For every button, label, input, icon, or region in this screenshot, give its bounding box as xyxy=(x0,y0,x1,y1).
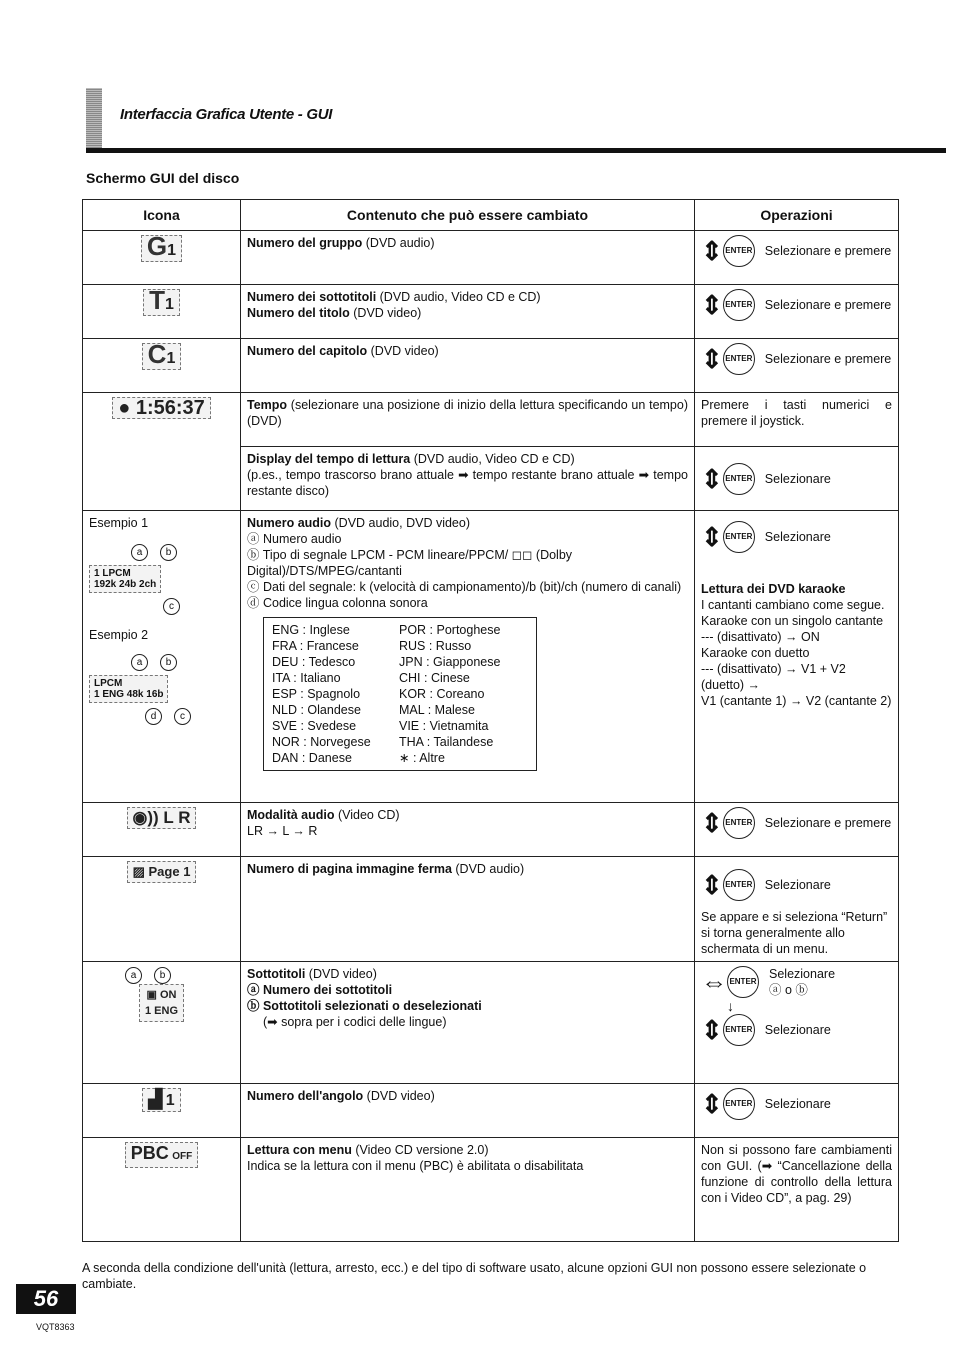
subtitle-ops: ⇔ ENTER Selezionare ⓐ o ⓑ ↓ ⇕ ENTER Selezionare xyxy=(695,962,899,1084)
angle-ops: ⇕ ENTER Selezionare xyxy=(695,1084,899,1138)
joystick-icon: ⇕ ENTER xyxy=(701,807,755,839)
time-icon-cell xyxy=(83,393,241,511)
chapter-ops: ⇕ ENTER Selezionare e premere xyxy=(695,339,899,393)
footnote: A seconda della condizione dell'unità (lettura, arresto, ecc.) e del tipo di software usato, alcune opzioni GUI non possono essere selezionate o cambiate. xyxy=(82,1261,867,1291)
down-arrow-icon: ↓ xyxy=(727,998,734,1014)
page-content: Numero di pagina immagine ferma (DVD audio) xyxy=(241,857,695,962)
joystick-icon: ⇕ ENTER xyxy=(701,521,755,553)
time-content: Tempo (selezionare una posizione di inizio della lettura specificando un tempo) (DVD) xyxy=(241,393,695,447)
language-codes-table: ENG : Inglese POR : Portoghese FRA : Francese RUS : Russo DEU : Tedesco JPN : Giapponese ITA : Italiano CHI : Cinese ESP : Spagnolo KOR : Coreano NLD : Olandese MAL : Malese SVE : Svedese VIE : Vietnamita NOR : Norvegese THA : Tailandese DAN : Danese ∗ : Altre xyxy=(263,617,537,771)
joystick-icon: ⇕ ENTER xyxy=(701,869,755,901)
chapter-content: Numero del capitolo (DVD video) xyxy=(241,339,695,393)
pbc-content: Lettura con menu (Video CD versione 2.0) Indica se la lettura con il menu (PBC) è abilitata o disabilitata xyxy=(241,1138,695,1242)
joystick-icon: ⇕ ENTER xyxy=(701,1088,755,1120)
col-operations: Operazioni xyxy=(695,200,899,231)
pbc-icon-cell xyxy=(83,1138,241,1242)
page-icon: ▨ Page 1 xyxy=(127,861,197,883)
header-rule xyxy=(86,148,946,153)
pbc-ops: Non si possono fare cambiamenti con GUI. (➡ “Cancellazione della funzione di controllo della lettura con i Video CD”, a pag. 29) xyxy=(695,1138,899,1242)
table-row xyxy=(83,1138,899,1242)
joystick-icon: ⇕ ENTER xyxy=(701,343,755,375)
table-row xyxy=(83,393,899,447)
subtitle-icon: ▣ ON 1 ENG xyxy=(139,984,184,1022)
time-display-content: Display del tempo di lettura (DVD audio, Video CD e CD) (p.es., tempo trascorso brano attuale ➡ tempo restante brano attuale ➡ tempo restante disco) xyxy=(241,447,695,511)
chapter-icon: C1 xyxy=(142,343,182,370)
title-icon: T1 xyxy=(143,289,180,316)
col-content: Contenuto che può essere cambiato xyxy=(241,200,695,231)
pbc-icon: PBC OFF xyxy=(125,1142,199,1168)
angle-icon-cell xyxy=(83,1084,241,1138)
table-row xyxy=(83,511,899,803)
title-ops: ⇕ ENTER Selezionare e premere xyxy=(695,285,899,339)
group-ops: ⇕ ENTER Selezionare e premere xyxy=(695,231,899,285)
joystick-icon: ⇕ ENTER xyxy=(701,463,755,495)
title-icon-cell xyxy=(83,285,241,339)
angle-content: Numero dell'angolo (DVD video) xyxy=(241,1084,695,1138)
group-content: Numero del gruppo (DVD audio) xyxy=(241,231,695,285)
audio-ops: ⇕ ENTER Selezionare Lettura dei DVD karaoke I cantanti cambiano come segue. Karaoke con un singolo cantante --- (disattivato) → ON Karaoke con duetto --- (disattivato) → V1 + V2 (duetto) → V1 (cantante 1) → V2 (cantante 2) xyxy=(695,511,899,803)
table-row xyxy=(83,285,899,339)
joystick-icon: ⇕ ENTER xyxy=(701,289,755,321)
document-code: VQT8363 xyxy=(36,1322,75,1332)
section-title: Schermo GUI del disco xyxy=(86,170,240,186)
chapter-icon-cell xyxy=(83,339,241,393)
audio-content: Numero audio (DVD audio, DVD video) ⓐ Numero audio ⓑ Tipo di segnale LPCM - PCM lineare/PPCM/ ◻◻ (Dolby Digital)/DTS/MPEG/cantanti ⓒ Dati del segnale: k (velocità di campionamento)/b (bit)/ch (numero di canali) ⓓ Codice lingua colonna sonora ENG : Inglese POR : Portoghese FRA : Francese RUS : Russo DEU : Tedesco JPN : Giapponese ITA : Italiano CHI : Cinese ESP : Spagnolo KOR : Coreano NLD : Olandese MAL : Malese SVE : Svedese VIE : Vietnamita NOR : Norvegese THA : Tailandese DAN : Danese ∗ : Altre xyxy=(241,511,695,803)
table-row xyxy=(83,231,899,285)
page-header-title: Interfaccia Grafica Utente - GUI xyxy=(120,106,333,123)
col-icon: Icona xyxy=(83,200,241,231)
audio-example1-icon: 1 LPCM 192k 24b 2ch xyxy=(89,565,161,593)
time-display-ops: ⇕ ENTER Selezionare xyxy=(695,447,899,511)
group-icon: G1 xyxy=(141,235,182,262)
time-icon: ● 1:56:37 xyxy=(112,397,211,419)
audio-icon-cell: Esempio 1 a b 1 LPCM 192k 24b 2ch c Esempio 2 a b LPCM 1 ENG 48k 16b d c xyxy=(83,511,241,803)
angle-icon: ▟ 1 xyxy=(142,1088,180,1112)
table-row xyxy=(83,803,899,857)
subtitle-icon-cell: a b ▣ ON 1 ENG xyxy=(83,962,241,1084)
joystick-icon: ⇕ ENTER xyxy=(701,1014,755,1046)
table-row xyxy=(83,1084,899,1138)
table-row xyxy=(83,857,899,962)
audio-mode-icon-cell xyxy=(83,803,241,857)
joystick-left-right-icon: ⇔ ENTER xyxy=(701,966,759,998)
audio-mode-icon: ◉)) L R xyxy=(127,807,197,829)
table-header-row xyxy=(83,200,899,231)
table-row xyxy=(83,962,899,1084)
audio-example2-icon: LPCM 1 ENG 48k 16b xyxy=(89,675,168,703)
group-icon-cell xyxy=(83,231,241,285)
audio-mode-ops: ⇕ ENTER Selezionare e premere xyxy=(695,803,899,857)
page-number: 56 xyxy=(16,1284,76,1314)
subtitle-content: Sottotitoli (DVD video) ⓐ Numero dei sottotitoli ⓑ Sottotitoli selezionati o deselezionati (➡ sopra per i codici delle lingue) xyxy=(241,962,695,1084)
header-bar xyxy=(86,88,102,150)
gui-table xyxy=(82,199,899,1242)
page-icon-cell xyxy=(83,857,241,962)
joystick-icon: ⇕ ENTER xyxy=(701,235,755,267)
table-row xyxy=(83,339,899,393)
title-content: Numero dei sottotitoli (DVD audio, Video CD e CD) Numero del titolo (DVD video) xyxy=(241,285,695,339)
page-ops: ⇕ ENTER Selezionare Se appare e si seleziona “Return” si torna generalmente allo schermata di un menu. xyxy=(695,857,899,962)
time-ops: Premere i tasti numerici e premere il joystick. xyxy=(695,393,899,447)
audio-mode-content: Modalità audio (Video CD) LR → L → R xyxy=(241,803,695,857)
